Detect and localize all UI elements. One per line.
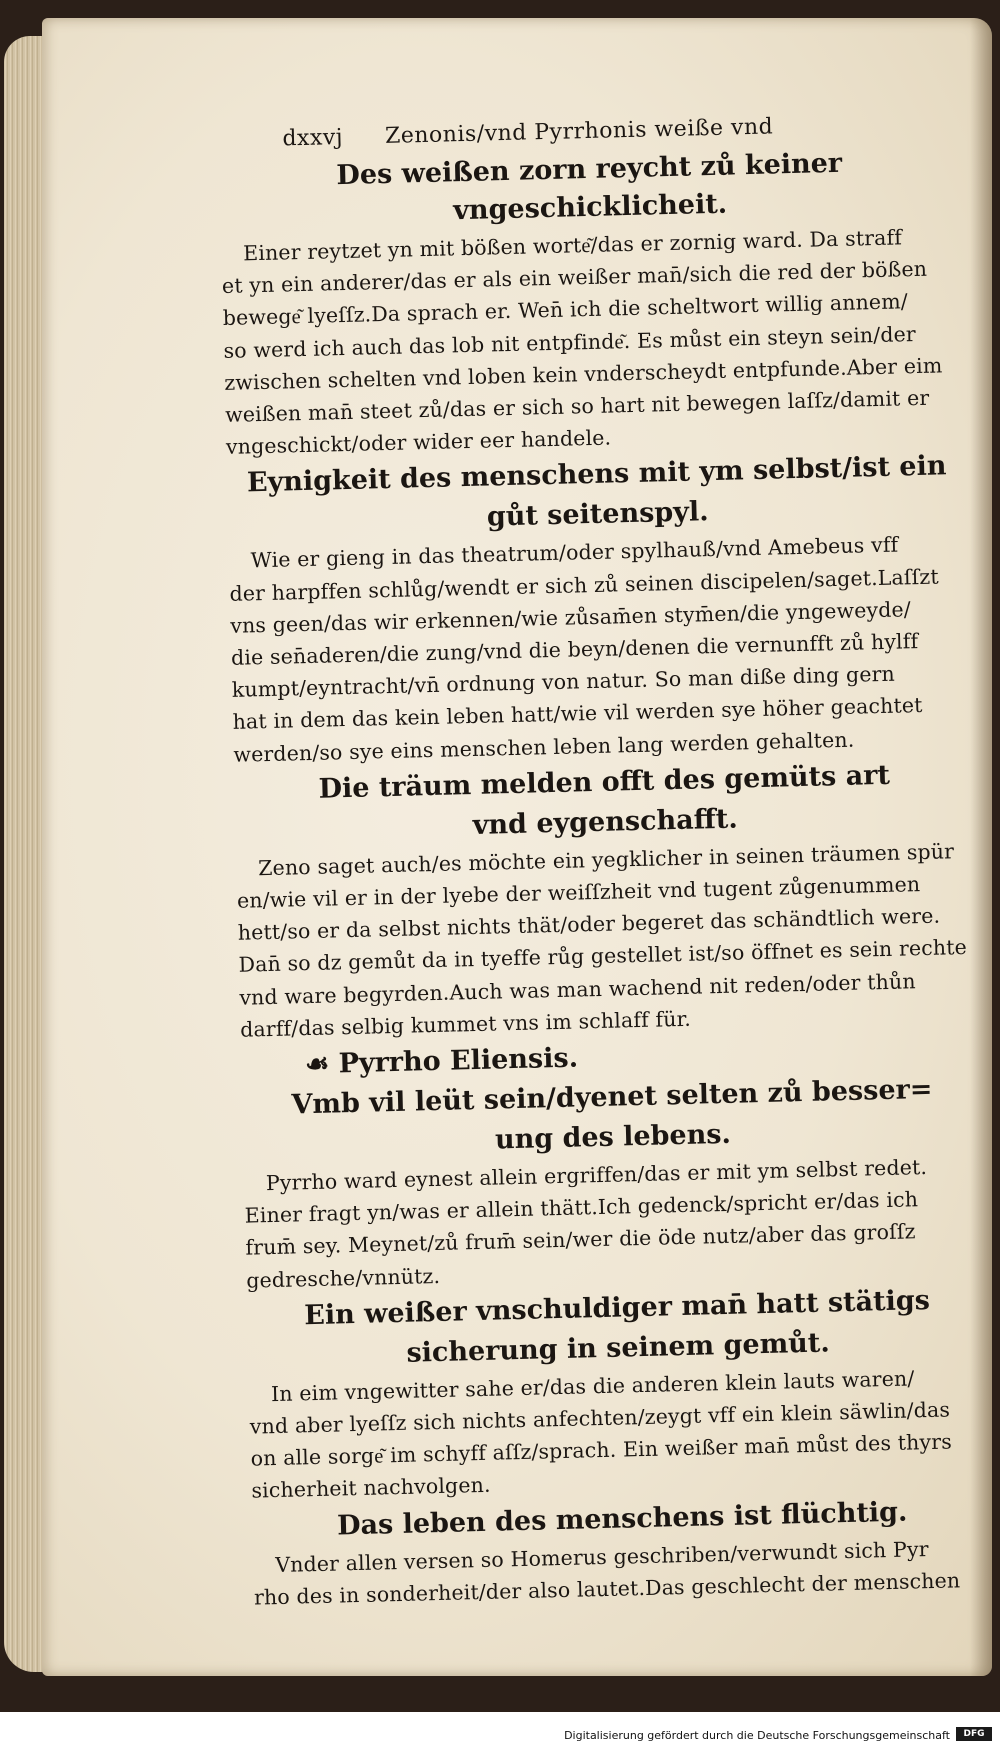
section-heading: Des weißen zorn reycht zů keiner vngeschicklicheit.	[336, 147, 843, 227]
section-heading: Das leben des menschens ist flüchtig.	[336, 1496, 908, 1542]
text-line: en/wie vil er in der lyebe der weiſſzheit vnd tugent zůgenummen	[236, 872, 921, 913]
section-heading: Ein weißer vnschuldiger man̄ hatt stätigs	[303, 1284, 931, 1332]
text-line: werden/so sye eins menschen leben lang werden gehalten.	[233, 727, 855, 767]
section-paragraph	[249, 1360, 992, 1507]
text-line: et yn ein anderer/das er als ein weißer man̄/sich die red der bößen	[221, 256, 928, 299]
folio-number: dxxvj	[282, 124, 344, 151]
text-block	[218, 104, 988, 1610]
section-heading: gůt seitenspyl.	[486, 496, 709, 533]
text-line: Wie er gieng in das theatrum/oder spylhauß/vnd Amebeus vff	[250, 532, 899, 573]
section-heading: Vmb vil leüt sein/dyenet selten zů besser=	[291, 1073, 933, 1121]
section-paragraph	[221, 220, 966, 463]
text-line: der harpffen schlůg/wendt er sich zů seinen discipelen/saget.Laſſzt	[229, 564, 939, 606]
text-line: vngeschickt/oder wider eer handele.	[225, 425, 612, 460]
text-line: In eim vngewitter sahe er/das die anderen klein lauts waren/	[270, 1366, 915, 1406]
running-head: Zenonis/vnd Pyrrhonis weiße vnd	[384, 113, 774, 149]
section-paragraph	[236, 835, 980, 1046]
text-line: rho des in sonderheit/der also lautet.Das geschlecht der menschen	[253, 1568, 961, 1610]
section-heading: Eynigkeit des menschens mit ym selbst/ist ein	[246, 450, 947, 499]
text-line: zwischen schelten vnd loben kein vnderscheydt entpfunde.Aber eim	[224, 353, 943, 395]
text-line: Vnder allen versen so Homerus geschriben/verwundt sich Pyr	[274, 1536, 929, 1577]
text-line: hat in dem das kein leben hatt/wie vil werden sye höher geachtet	[232, 693, 923, 735]
section-heading: vnd eygenschafft.	[472, 803, 739, 841]
text-line: so werd ich auch das lob nit entpfinde͂. Es můst ein steyn sein/der	[223, 321, 917, 363]
text-line: vns geen/das wir erkennen/wie zůsam̄en stym̄en/die yngeweyde/	[230, 597, 912, 638]
text-line: Zeno saget auch/es möchte ein yegklicher in seinen träumen spür	[257, 839, 955, 881]
text-line: Einer reytzet yn mit bößen worte͂/das er zornig ward. Da straff	[242, 225, 903, 266]
text-line: kumpt/eyntracht/vn̄ ordnung von natur. So man diße ding gern	[231, 661, 896, 703]
text-line: bewege͂ lyeſſz.Da sprach er. Wen̄ ich die scheltwort willig annem/	[222, 289, 909, 331]
text-line: hett/so er da selbst nichts thät/oder begeret das schändtlich were.	[237, 903, 941, 946]
text-line: sicherheit nachvolgen.	[251, 1473, 491, 1504]
sections-container	[219, 142, 994, 1614]
text-line: Pyrrho ward eynest allein ergriffen/das er mit ym selbst redet.	[265, 1155, 928, 1196]
text-line: frum̄ sey. Meynet/zů frum̄ sein/wer die öde nutz/aber das groſſz	[245, 1219, 916, 1261]
section-paragraph	[244, 1150, 987, 1297]
text-line: die sen̄aderen/die zung/vnd die beyn/denen die vernunfft zů hylff	[230, 629, 919, 670]
section-heading: Die träum melden offt des gemüts art	[318, 759, 891, 805]
section-heading: sicherung in seinem gemůt.	[406, 1327, 831, 1369]
text-line: Dan̄ so dz gemůt da in tyeffe růg gestellet ist/so öffnet es sein rechte	[238, 935, 968, 978]
text-line: Einer fragt yn/was er allein thätt.Ich gedenck/spricht er/das ich	[244, 1187, 919, 1228]
text-line: vnd aber lyeſſz sich nichts anfechten/zeygt vff ein klein säwlin/das	[249, 1397, 951, 1439]
text-line: on alle sorge͂ im schyff aſſz/sprach. Ein weißer man̄ můst des thyrs	[250, 1429, 953, 1471]
section-paragraph	[228, 527, 973, 770]
text-line: weißen man̄ steet zů/das er sich so hart nit bewegen laſſz/damit er	[224, 385, 930, 427]
text-line: darff/das selbig kummet vns im schlaff für.	[239, 1006, 692, 1042]
text-line: gedresche/vnnütz.	[246, 1263, 441, 1293]
section-heading: ung des lebens.	[494, 1118, 732, 1156]
dfg-logo: DFG	[956, 1727, 992, 1741]
text-line: vnd ware begyrden.Auch was man wachend nit reden/oder thůn	[239, 968, 916, 1010]
section-heading: ☙ Pyrrho Eliensis.	[304, 1042, 579, 1081]
dfg-credit-text: Digitalisierung gefördert durch die Deutsche Forschungsgemeinschaft	[564, 1729, 950, 1742]
